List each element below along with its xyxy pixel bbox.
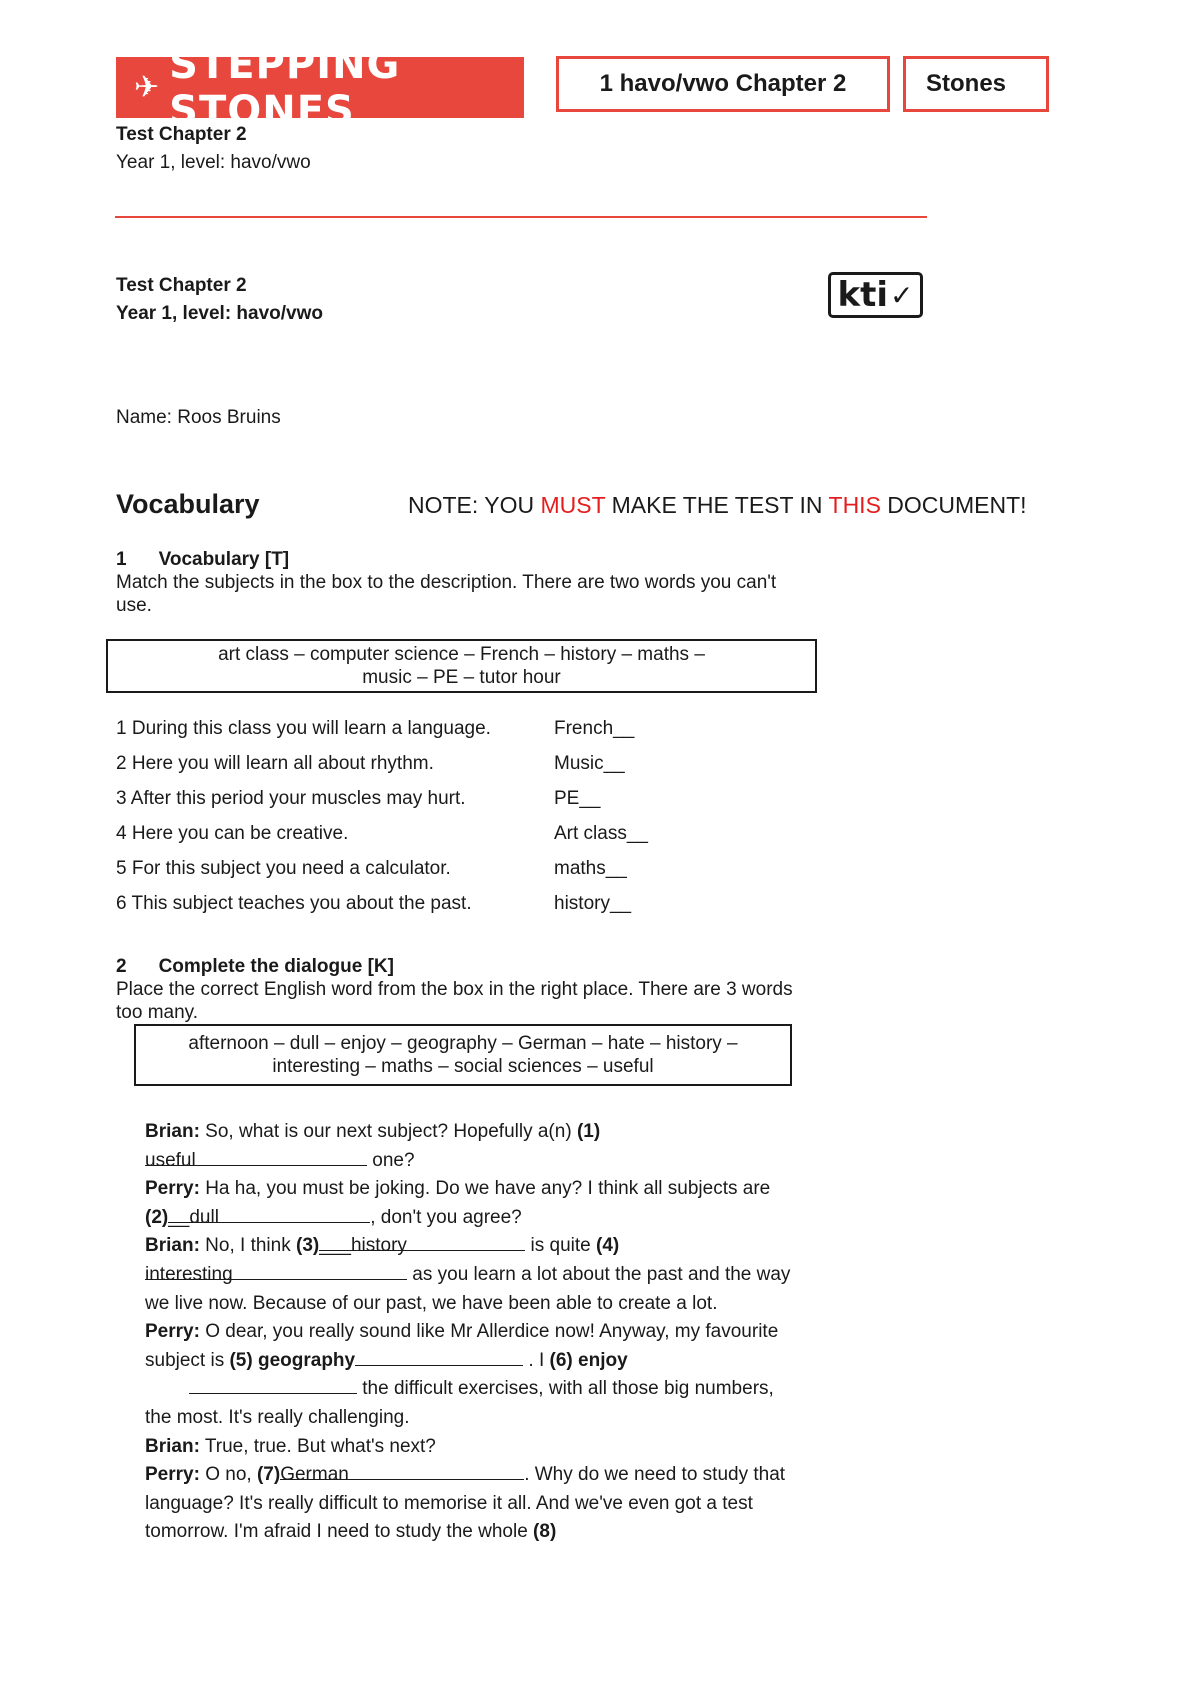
- answer-4[interactable]: Art class__: [554, 823, 648, 844]
- test-title: Test Chapter 2: [116, 275, 247, 296]
- question-2: 2 Here you will learn all about rhythm.: [116, 753, 434, 774]
- section-heading: Vocabulary: [116, 489, 260, 519]
- answer-6[interactable]: history__: [554, 893, 632, 914]
- header-level: Year 1, level: havo/vwo: [116, 152, 311, 173]
- answer-blank-7[interactable]: German: [280, 1461, 524, 1480]
- dialogue-line: Brian: So, what is our next subject? Hopefully a(n) (1) useful one?: [145, 1121, 601, 1171]
- answer-3[interactable]: PE__: [554, 788, 601, 809]
- question-5: 5 For this subject you need a calculator.: [116, 858, 451, 879]
- exercise2-heading: 2 Complete the dialogue [K]: [116, 956, 394, 977]
- answer-5[interactable]: maths__: [554, 858, 627, 879]
- exercise1-instructions: Match the subjects in the box to the description. There are two words you can't use.: [116, 572, 777, 616]
- word-box-line: music – PE – tutor hour: [362, 667, 561, 688]
- answer-blank-3[interactable]: ___history: [319, 1232, 525, 1251]
- answer-blank-6[interactable]: [189, 1375, 357, 1394]
- question-3: 3 After this period your muscles may hurt.: [116, 788, 466, 809]
- question-6: 6 This subject teaches you about the past.: [116, 893, 472, 914]
- series-box: Stones: [903, 56, 1049, 112]
- dialogue-line: Brian: True, true. But what's next?: [145, 1435, 436, 1457]
- word-box-line: art class – computer science – French – history – maths –: [218, 644, 705, 665]
- answer-blank-1[interactable]: useful: [145, 1147, 367, 1166]
- student-name: Name: Roos Bruins: [116, 407, 281, 428]
- answer-blank-2[interactable]: __dull: [168, 1204, 370, 1223]
- question-4: 4 Here you can be creative.: [116, 823, 349, 844]
- course-box: 1 havo/vwo Chapter 2: [556, 56, 890, 112]
- dialogue-line: Perry: Ha ha, you must be joking. Do we have any? I think all subjects are (2)__dull , don't you agree?: [145, 1178, 771, 1228]
- dialogue: [145, 1118, 795, 1547]
- exercise2-instructions: Place the correct English word from the box in the right place. There are 3 words too many.: [116, 979, 793, 1023]
- answer-1[interactable]: French__: [554, 718, 635, 739]
- exercise1-heading: 1 Vocabulary [T]: [116, 549, 290, 570]
- checkmark-icon: ✓: [890, 278, 914, 312]
- dialogue-line: Brian: No, I think (3)___history is quite (4) interesting as you learn a lot about the past and the way we live now. Because of our past, we have been able to create a lot.: [145, 1232, 795, 1318]
- question-1: 1 During this class you will learn a language.: [116, 718, 491, 739]
- logo-text: STEPPING STONES: [169, 41, 401, 134]
- dialogue-line: Perry: O dear, you really sound like Mr Allerdice now! Anyway, my favourite subject is (5) geography . I (6) enjoy the difficult exercises, with all those big numbers, the most. It's really challenging.: [145, 1321, 779, 1428]
- dialogue-line: Perry: O no, (7)German . Why do we need to study that language? It's really difficult to memorise it all. And we've even got a test tomorrow. I'm afraid I need to study the whole (8): [145, 1461, 795, 1547]
- test-level: Year 1, level: havo/vwo: [116, 303, 323, 324]
- exercise2-word-box: [134, 1024, 792, 1086]
- answer-blank-5[interactable]: [355, 1347, 523, 1366]
- kti-logo: [828, 272, 923, 318]
- answer-2[interactable]: Music__: [554, 753, 625, 774]
- plane-icon: ✈: [134, 71, 160, 104]
- word-box-line: afternoon – dull – enjoy – geography – German – hate – history –: [188, 1033, 738, 1054]
- note-instruction: NOTE: YOU MUST MAKE THE TEST IN THIS DOCUMENT!: [408, 492, 1027, 518]
- exercise1-word-box: [106, 639, 817, 693]
- header-divider: [115, 216, 927, 218]
- stepping-stones-logo: [116, 41, 524, 134]
- kti-text: kti: [837, 275, 889, 315]
- answer-blank-4[interactable]: interesting: [145, 1261, 407, 1280]
- word-box-line: interesting – maths – social sciences – useful: [272, 1056, 654, 1077]
- header-test-title: Test Chapter 2: [116, 124, 247, 145]
